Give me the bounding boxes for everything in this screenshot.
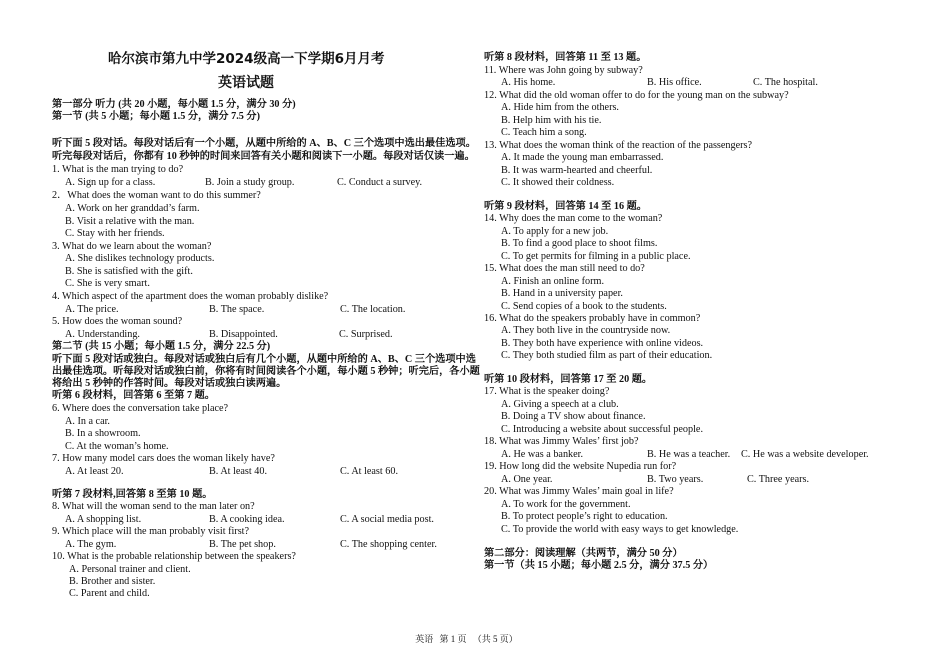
option: B. Hand in a university paper.: [501, 288, 623, 299]
question-stem: 18. What was Jimmy Wales’ first job?: [484, 436, 639, 447]
exam-subtitle: 英语试题: [218, 75, 274, 91]
option: A. He was a banker.: [501, 449, 584, 460]
part1-section2-heading: 第二节 (共 15 小题；每小题 1.5 分，满分 22.5 分): [52, 341, 271, 352]
material-heading: 听第 8 段材料，回答第 11 至 13 题。: [484, 52, 647, 63]
option: A. At least 20.: [65, 466, 124, 477]
part1-heading: 第一部分 听力 (共 20 小题，每小题 1.5 分，满分 30 分): [52, 99, 296, 110]
option: B. His office.: [647, 77, 702, 88]
option: C. Send copies of a book to the students.: [501, 301, 667, 312]
question-stem: 14. Why does the man come to the woman?: [484, 213, 663, 224]
option: C. The hospital.: [753, 77, 818, 88]
part1-section1-heading: 第一节 (共 5 小题；每小题 1.5 分，满分 7.5 分): [52, 111, 260, 122]
section1-instruction: 听完每段对话后，你都有 10 秒钟的时间来回答有关小题和阅读下一小题。每段对话仅读一遍。: [52, 151, 475, 162]
option: B. They both have experience with online videos.: [501, 338, 704, 349]
option: B. The pet shop.: [209, 539, 276, 550]
question-stem: 17. What is the speaker doing?: [484, 386, 610, 397]
material-heading: 听第 7 段材料,回答第 8 至第 10 题。: [52, 489, 213, 500]
option: B. She is satisfied with the gift.: [65, 266, 193, 277]
material-heading: 听第 6 段材料，回答第 6 至第 7 题。: [52, 390, 215, 401]
option: B. Doing a TV show about finance.: [501, 411, 646, 422]
question-stem: 19. How long did the website Nupedia run for?: [484, 461, 677, 472]
question-stem: 12. What did the old woman offer to do for the young man on the subway?: [484, 90, 789, 101]
option: C. At the woman’s home.: [65, 441, 169, 452]
options-row: [65, 329, 455, 341]
option: C. The location.: [340, 304, 406, 315]
option: A. The price.: [65, 304, 119, 315]
section1-instruction: 听下面 5 段对话。每段对话后有一个小题，从题中所给的 A、B、C 三个选项中选出最佳选项。: [52, 138, 476, 149]
option: A. His home.: [501, 77, 556, 88]
options-row: [65, 304, 455, 316]
option: A. Hide him from the others.: [501, 102, 619, 113]
question-stem: 1. What is the man trying to do?: [52, 164, 184, 175]
question-stem: 10. What is the probable relationship between the speakers?: [52, 551, 296, 562]
option: A. To apply for a new job.: [501, 226, 609, 237]
part2-heading: 第二部分：阅读理解（共两节，满分 50 分）: [484, 548, 683, 559]
option: B. It was warm-hearted and cheerful.: [501, 165, 653, 176]
option: B. Brother and sister.: [69, 576, 156, 587]
option: C. To provide the world with easy ways to get knowledge.: [501, 524, 739, 535]
option: A. Sign up for a class.: [65, 177, 156, 188]
page-footer: [0, 634, 933, 645]
options-row: [65, 514, 455, 526]
option: C. Introducing a website about successful people.: [501, 424, 703, 435]
option: C. Three years.: [747, 474, 810, 485]
question-stem: 15. What does the man still need to do?: [484, 263, 645, 274]
option: A. Finish an online form.: [501, 276, 604, 287]
question-stem: 9. Which place will the man probably visit first?: [52, 526, 250, 537]
option: B. To find a good place to shoot films.: [501, 238, 658, 249]
material-heading: 听第 10 段材料，回答第 17 至 20 题。: [484, 374, 653, 385]
option: C. A social media post.: [340, 514, 434, 525]
option: B. Disappointed.: [209, 329, 278, 340]
question-stem: 4. Which aspect of the apartment does the woman probably dislike?: [52, 291, 329, 302]
option: B. Visit a relative with the man.: [65, 216, 195, 227]
question-stem: 8. What will the woman send to the man later on?: [52, 501, 255, 512]
option: C. It showed their coldness.: [501, 177, 615, 188]
option: A. They both live in the countryside now.: [501, 325, 671, 336]
question-stem: 16. What do the speakers probably have in common?: [484, 313, 701, 324]
exam-title: 哈尔滨市第九中学2024级高一下学期6月月考: [108, 51, 385, 67]
question-stem: 7. How many model cars does the woman likely have?: [52, 453, 275, 464]
option: B. He was a teacher.: [647, 449, 731, 460]
option: B. In a showroom.: [65, 428, 141, 439]
option: A. To work for the government.: [501, 499, 631, 510]
option: B. Help him with his tie.: [501, 115, 602, 126]
option: C. He was a website developer.: [741, 449, 869, 460]
option: C. The shopping center.: [340, 539, 437, 550]
footer-page-number: 第 1 页: [439, 634, 467, 644]
options-row: [65, 539, 455, 551]
option: C. At least 60.: [340, 466, 399, 477]
question-stem: 11. Where was John going by subway?: [484, 65, 643, 76]
question-stem: 13. What does the woman think of the reaction of the passengers?: [484, 140, 753, 151]
material-heading: 听第 9 段材料，回答第 14 至 16 题。: [484, 201, 647, 212]
question-stem: 6. Where does the conversation take place?: [52, 403, 229, 414]
option: B. Two years.: [647, 474, 704, 485]
options-row: [501, 77, 901, 89]
options-row: [65, 177, 455, 189]
option: C. Surprised.: [339, 329, 393, 340]
option: A. She dislikes technology products.: [65, 253, 215, 264]
footer-subject: 英语: [415, 634, 434, 644]
option: A. Work on her granddad’s farm.: [65, 203, 200, 214]
option: C. Parent and child.: [69, 588, 150, 599]
option: B. The space.: [209, 304, 265, 315]
option: C. They both studied film as part of their education.: [501, 350, 713, 361]
section2-instruction: 听下面 5 段对话或独白。每段对话或独白后有几个小题，从题中所给的 A、B、C 三个选项中选: [52, 354, 476, 365]
option: C. Conduct a survey.: [337, 177, 423, 188]
question-stem: 5. How does the woman sound?: [52, 316, 183, 327]
option: B. At least 40.: [209, 466, 268, 477]
option: C. Teach him a song.: [501, 127, 587, 138]
option: A. Personal trainer and client.: [69, 564, 191, 575]
option: A. Understanding.: [65, 329, 140, 340]
options-row: [501, 449, 901, 461]
option: C. Stay with her friends.: [65, 228, 165, 239]
options-row: [65, 466, 455, 478]
option: A. One year.: [501, 474, 553, 485]
section2-instruction: 将给出 5 秒钟的作答时间。每段对话或独白读两遍。: [52, 378, 287, 389]
section2-instruction: 出最佳选项。听每段对话或独白前，你将有时间阅读各个小题，每小题 5 秒钟；听完后，各小题: [52, 366, 480, 377]
question-stem: 2．What does the woman want to do this summer?: [52, 190, 261, 201]
option: B. A cooking idea.: [209, 514, 285, 525]
footer-total-pages: （共 5 页）: [472, 634, 518, 644]
option: C. To get permits for filming in a public place.: [501, 251, 691, 262]
option: B. Join a study group.: [205, 177, 295, 188]
option: C. She is very smart.: [65, 278, 150, 289]
part2-section1-heading: 第一节（共 15 小题；每小题 2.5 分，满分 37.5 分）: [484, 560, 714, 571]
option: B. To protect people’s right to education.: [501, 511, 668, 522]
options-row: [501, 474, 901, 486]
question-stem: 3. What do we learn about the woman?: [52, 241, 212, 252]
option: A. In a car.: [65, 416, 110, 427]
option: A. A shopping list.: [65, 514, 142, 525]
option: A. It made the young man embarrassed.: [501, 152, 664, 163]
option: A. The gym.: [65, 539, 117, 550]
option: A. Giving a speech at a club.: [501, 399, 619, 410]
question-stem: 20. What was Jimmy Wales’ main goal in life?: [484, 486, 674, 497]
